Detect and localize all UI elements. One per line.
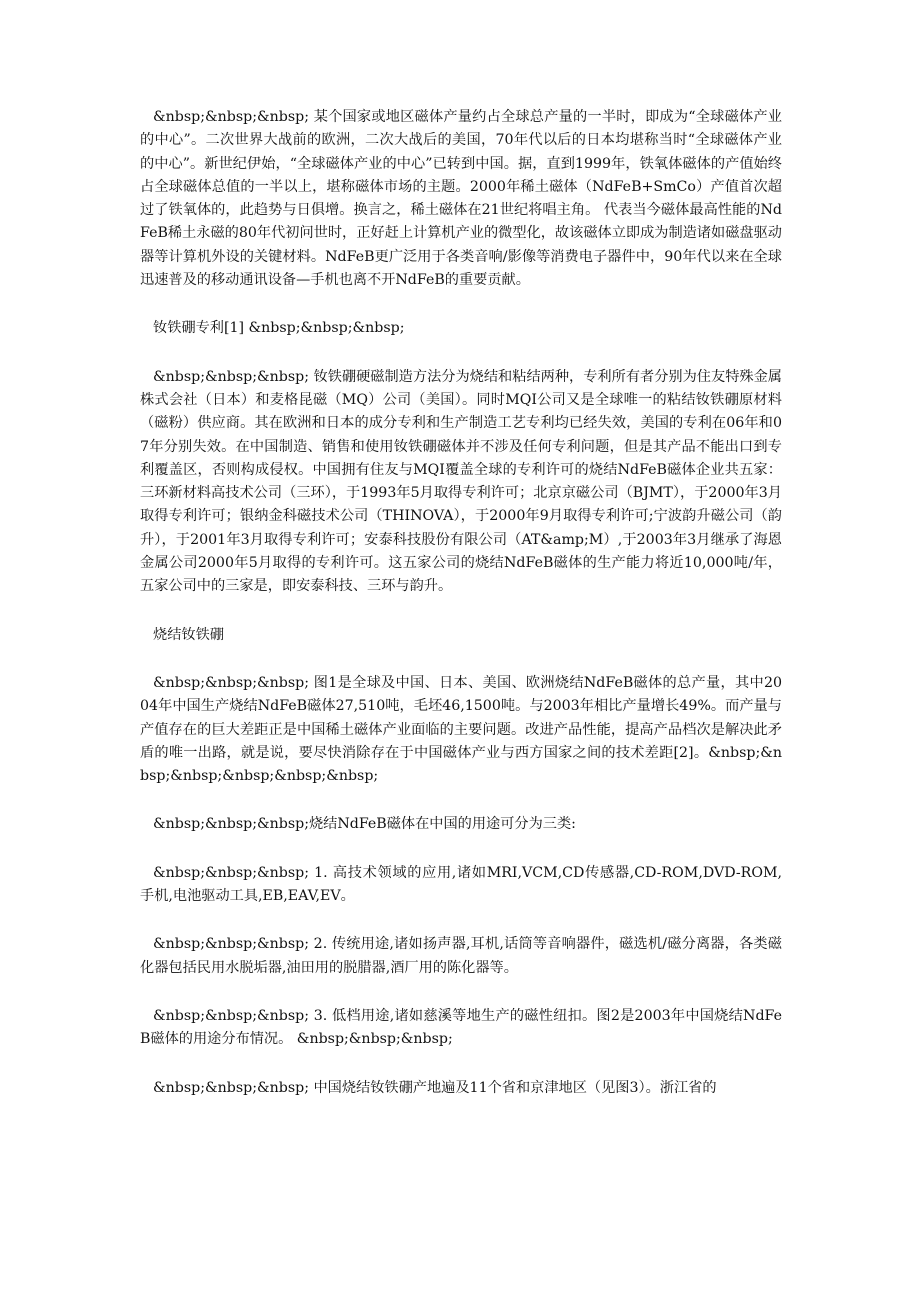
paragraph-use-high-tech: &nbsp;&nbsp;&nbsp; 1. 高技术领域的应用,诸如MRI,VCM,CD传感器,CD-ROM,DVD-ROM,手机,电池驱动工具,EB,EAV,EV。: [140, 864, 782, 905]
paragraph-production-figures: &nbsp;&nbsp;&nbsp; 图1是全球及中国、日本、美国、欧洲烧结NdFeB磁体的总产量，其中2004年中国生产烧结NdFeB磁体27,510吨，毛坯46,1500吨。与2003年相比产量增长49%。而产量与产值存在的巨大差距正是中国稀土磁体产业面临的主要问题。改进产品性能，提高产品档次是解决此矛盾的唯一出路，就是说，要尽快消除存在于中国磁体产业与西方国家之间的技术差距[2]。&nbsp;&nbsp;&nbsp;&nbsp;&nbsp;&nbsp;: [140, 674, 782, 785]
paragraph-magnet-industry-center: &nbsp;&nbsp;&nbsp; 某个国家或地区磁体产量约占全球总产量的一半时，即成为“全球磁体产业的中心”。二次世界大战前的欧洲，二次大战后的美国，70年代以后的日本均堪称当时“全球磁体产业的中心”。新世纪伊始，“全球磁体产业的中心”已转到中国。据，直到1999年，铁氧体磁体的产值始终占全球磁体总值的一半以上，堪称磁体市场的主题。2000年稀土磁体（NdFeB+SmCo）产值首次超过了铁氧体的，此趋势与日俱增。换言之，稀土磁体在21世纪将唱主角。 代表当今磁体最高性能的NdFeB稀土永磁的80年代初问世时，正好赶上计算机产业的微型化，故该磁体立即成为制造诸如磁盘驱动器等计算机外设的关键材料。NdFeB更广泛用于各类音响/影像等消费电子器件中，90年代以来在全球迅速普及的移动通讯设备—手机也离不开NdFeB的重要贡献。: [140, 109, 782, 289]
paragraph-patent-details: &nbsp;&nbsp;&nbsp; 钕铁硼硬磁制造方法分为烧结和粘结两种，专利所有者分别为住友特殊金属株式会社（日本）和麦格昆磁（MQ）公司（美国）。同时MQI公司又是全球唯一的粘结钕铁硼原材料（磁粉）供应商。其在欧洲和日本的成分专利和生产制造工艺专利均已经失效，美国的专利在06年和07年分别失效。在中国制造、销售和使用钕铁硼磁体并不涉及任何专利问题，但是其产品不能出口到专利覆盖区，否则构成侵权。中国拥有住友与MQI覆盖全球的专利许可的烧结NdFeB磁体企业共五家：三环新材料高技术公司（三环），于1993年5月取得专利许可；北京京磁公司（BJMT），于2000年3月取得专利许可；银纳金科磁技术公司（THINOVA），于2000年9月取得专利许可;宁波韵升磁公司（韵升），于2001年3月取得专利许可；安泰科技股份有限公司（AT&amp;M）,于2003年3月继承了海恩金属公司2000年5月取得的专利许可。这五家公司的烧结NdFeB磁体的生产能力将近10,000吨/年，五家公司中的三家是，即安泰科技、三环与韵升。: [140, 368, 782, 595]
paragraph-use-low-end: &nbsp;&nbsp;&nbsp; 3. 低档用途,诸如慈溪等地生产的磁性纽扣。图2是2003年中国烧结NdFeB磁体的用途分布情况。 &nbsp;&nbsp;&nbsp;: [140, 1007, 782, 1048]
heading-sintered-ndfeb: 烧结钕铁硼: [153, 626, 224, 643]
paragraph-production-regions: &nbsp;&nbsp;&nbsp; 中国烧结钕铁硼产地遍及11个省和京津地区（见图3）。浙江省的: [153, 1079, 717, 1096]
paragraph-uses-intro: &nbsp;&nbsp;&nbsp;烧结NdFeB磁体在中国的用途可分为三类:: [153, 816, 576, 833]
document-body: [140, 106, 782, 1125]
paragraph-use-traditional: &nbsp;&nbsp;&nbsp; 2. 传统用途,诸如扬声器,耳机,话筒等音响器件，磁选机/磁分离器，各类磁化器包括民用水脱垢器,油田用的脱腊器,酒厂用的陈化器等。: [140, 936, 782, 976]
heading-ndfeb-patent: 钕铁硼专利[1] &nbsp;&nbsp;&nbsp;: [153, 320, 405, 337]
